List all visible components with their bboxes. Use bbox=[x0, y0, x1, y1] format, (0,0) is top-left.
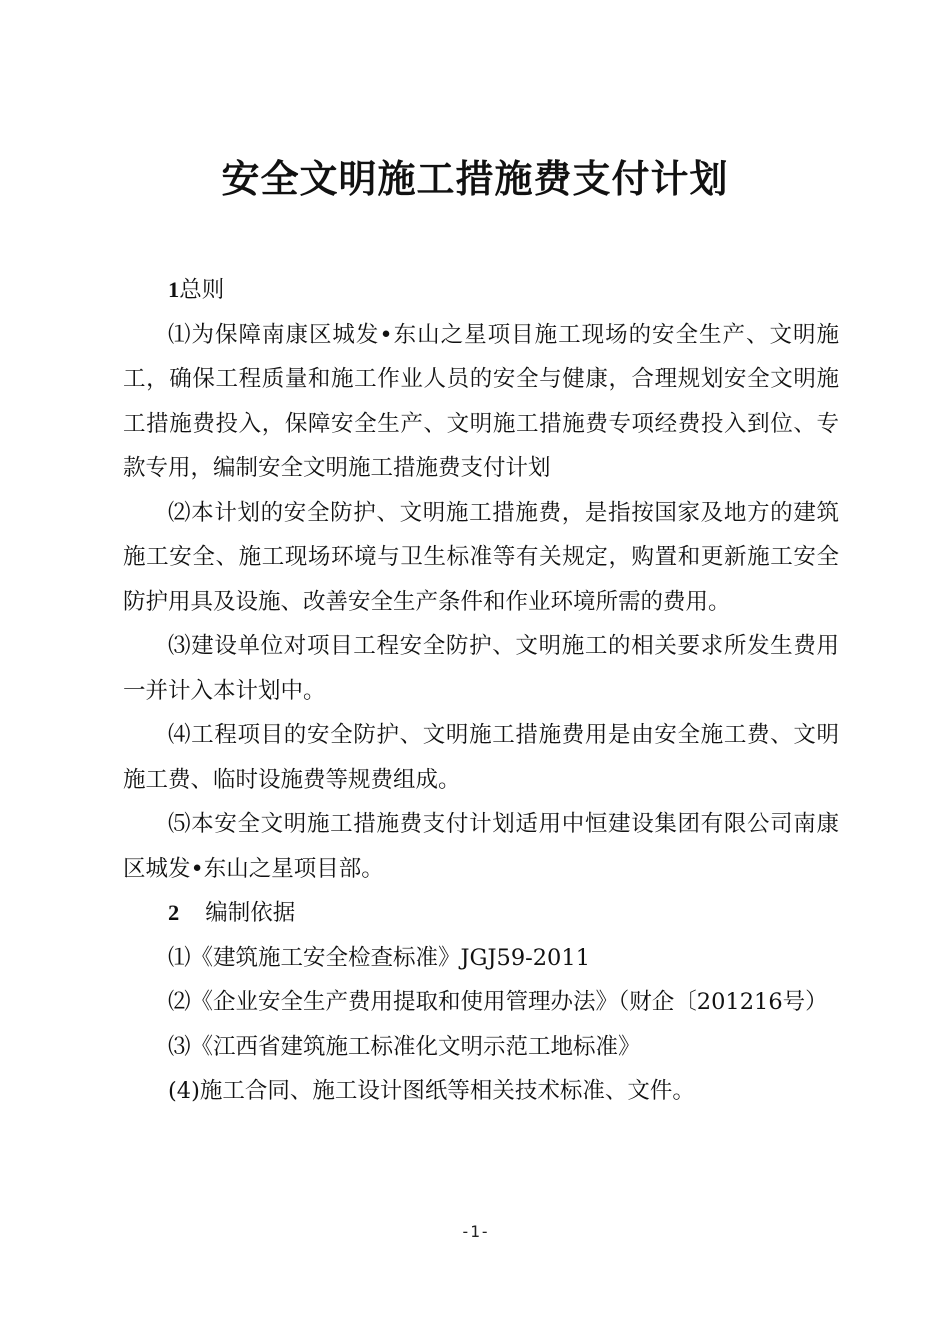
section-1-title: 总则 bbox=[179, 277, 225, 303]
section-1-item-1: ⑴为保障南康区城发•东山之星项目施工现场的安全生产、文明施工，确保工程质量和施工作业人员的安全与健康，合理规划安全文明施工措施费投入，保障安全生产、文明施工措施费专项经费投入到位、专款专用，编制安全文明施工措施费支付计划 bbox=[123, 321, 839, 481]
page-number: -1- bbox=[460, 1222, 490, 1241]
section-2-item-3: ⑶《江西省建筑施工标准化文明示范工地标准》 bbox=[168, 1033, 641, 1060]
section-2-title: 编制依据 bbox=[205, 900, 296, 926]
section-1-heading bbox=[123, 268, 839, 313]
section-2-item-2: ⑵《企业安全生产费用提取和使用管理办法》（财企〔201216号） bbox=[168, 989, 828, 1015]
section-2-item-4: (4)施工合同、施工设计图纸等相关技术标准、文件。 bbox=[168, 1078, 695, 1104]
section-1-item-5: ⑸本安全文明施工措施费支付计划适用中恒建设集团有限公司南康区城发•东山之星项目部。 bbox=[123, 811, 839, 882]
section-2-item-1: ⑴《建筑施工安全检查标准》JGJ59-2011 bbox=[168, 944, 591, 971]
document-body bbox=[123, 268, 839, 1114]
section-1-item-3: ⑶建设单位对项目工程安全防护、文明施工的相关要求所发生费用一并计入本计划中。 bbox=[123, 633, 839, 704]
document-title: 安全文明施工措施费支付计划 bbox=[221, 157, 729, 201]
section-1-item-4: ⑷工程项目的安全防护、文明施工措施费用是由安全施工费、文明施工费、临时设施费等规费组成。 bbox=[123, 722, 839, 793]
section-2-number: 2 bbox=[168, 900, 180, 925]
section-1-item-2: ⑵本计划的安全防护、文明施工措施费，是指按国家及地方的建筑施工安全、施工现场环境与卫生标准等有关规定，购置和更新施工安全防护用具及设施、改善安全生产条件和作业环境所需的费用。 bbox=[123, 499, 839, 615]
section-1-number: 1 bbox=[168, 277, 180, 302]
section-2-heading bbox=[123, 891, 839, 936]
